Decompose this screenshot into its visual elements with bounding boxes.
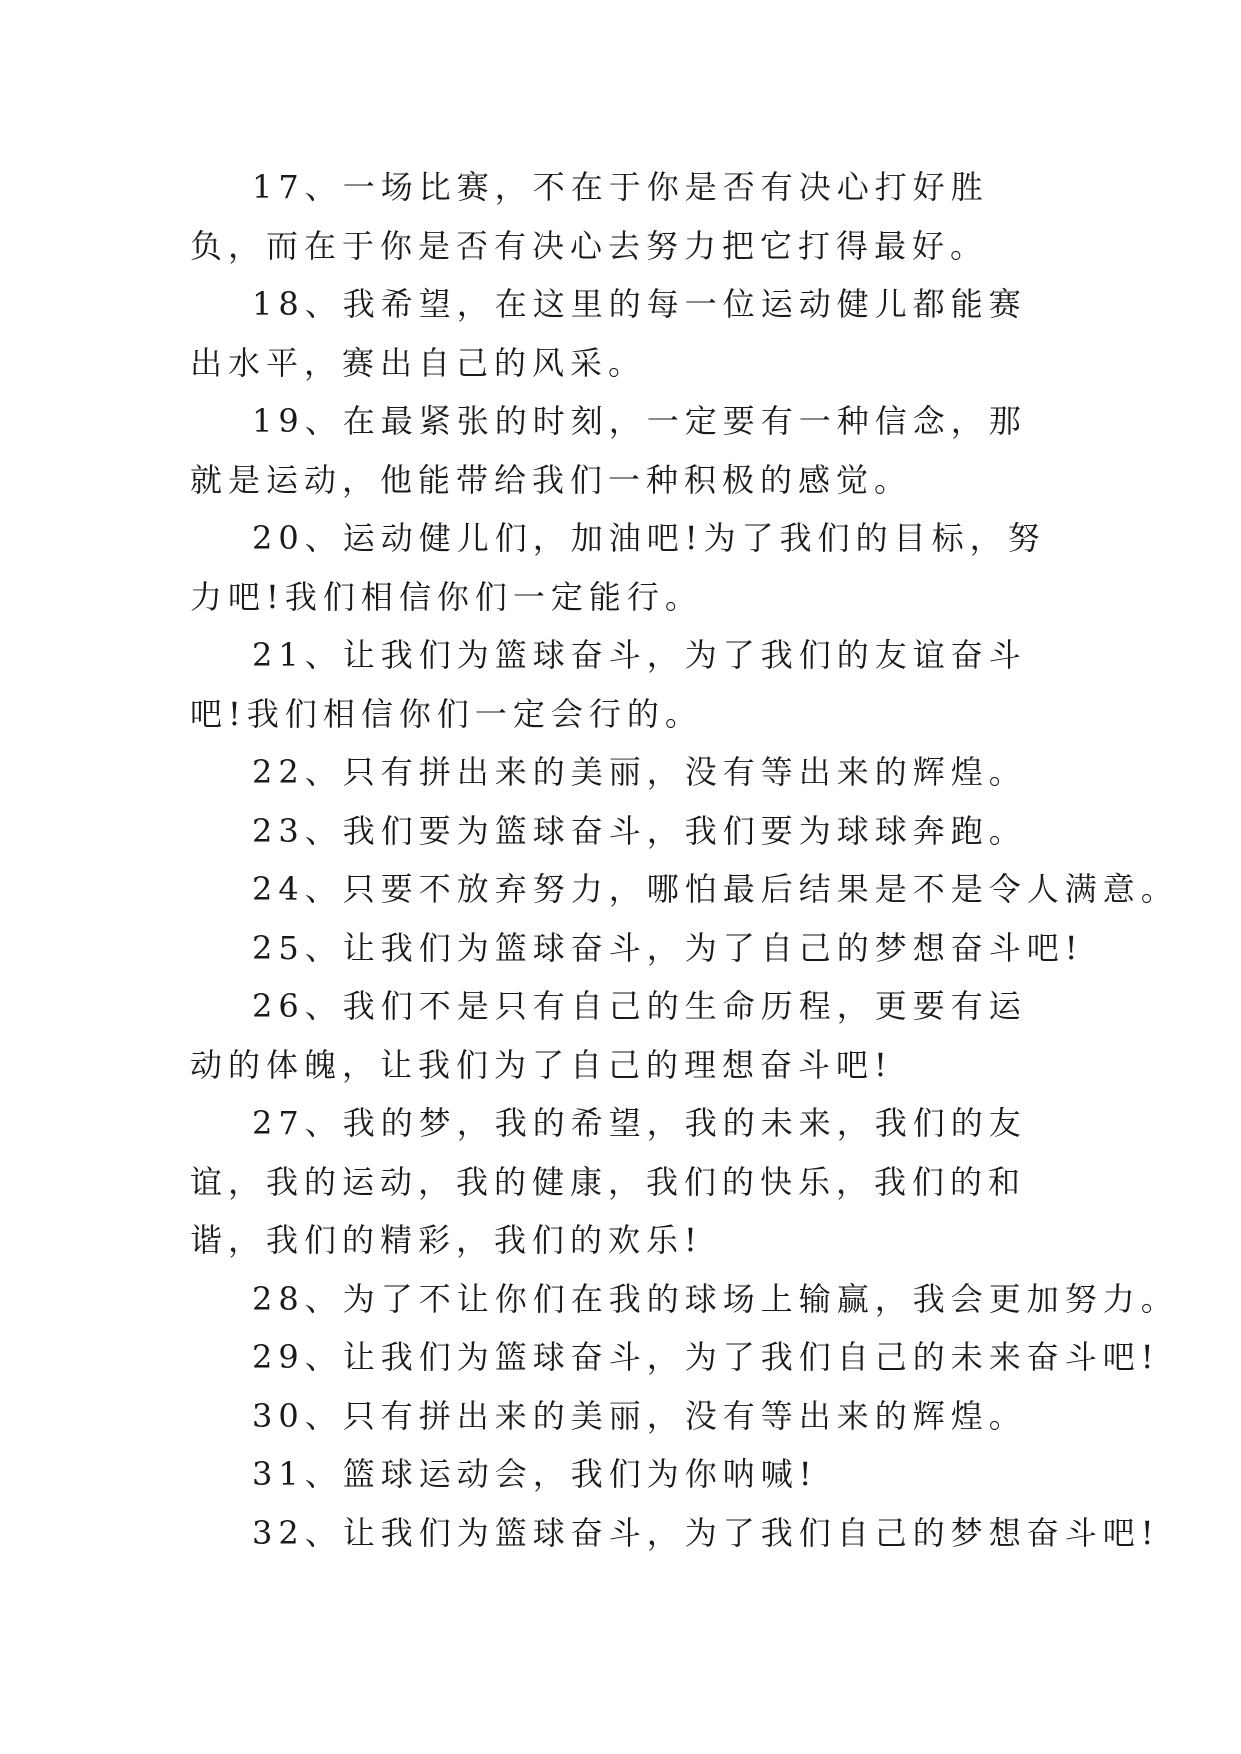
item-number: 22、 [252,753,343,791]
item-text: 让我们为篮球奋斗，为了我们的友谊奋斗吧!我们相信你们一定会行的。 [190,636,1027,733]
list-item [190,1504,1160,1563]
item-number: 17、 [252,168,343,206]
item-text: 为了不让你们在我的球场上输赢，我会更加努力。 [342,1279,1179,1318]
list-item [190,919,1084,978]
item-number: 20、 [252,519,343,557]
item-number: 21、 [252,636,343,674]
item-text: 只有拼出来的美丽，没有等出来的辉煌。 [342,753,1027,791]
document-body [190,158,1179,1562]
item-number: 28、 [252,1279,343,1318]
item-text: 篮球运动会，我们为你呐喊! [342,1455,818,1493]
list-item [190,275,1060,392]
item-number: 18、 [252,285,343,323]
list-item [190,509,1060,626]
item-text: 让我们为篮球奋斗，为了我们自己的梦想奋斗吧! [342,1513,1160,1552]
item-text: 我们要为篮球奋斗，我们要为球球奔跑。 [342,811,1027,850]
list-item [190,860,1179,919]
item-number: 31、 [252,1455,343,1493]
list-item [190,1387,1060,1446]
list-item [190,1445,1060,1504]
item-number: 27、 [252,1104,343,1142]
item-number: 25、 [252,928,343,967]
item-text: 只要不放弃努力，哪怕最后结果是不是令人满意。 [342,870,1179,908]
item-number: 32、 [252,1513,343,1552]
list-item [190,158,1060,275]
list-item [190,977,1060,1094]
item-text: 我们不是只有自己的生命历程，更要有运动的体魄，让我们为了自己的理想奋斗吧! [190,987,1027,1084]
list-item [190,1270,1179,1329]
item-text: 我希望，在这里的每一位运动健儿都能赛出水平，赛出自己的风采。 [190,285,1027,382]
item-number: 19、 [252,402,343,440]
item-text: 让我们为篮球奋斗，为了自己的梦想奋斗吧! [342,928,1084,967]
item-text: 我的梦，我的希望，我的未来，我们的友谊，我的运动，我的健康，我们的快乐，我们的和谐，我们的精彩，我们的欢乐! [190,1104,1027,1259]
item-text: 在最紧张的时刻，一定要有一种信念，那就是运动，他能带给我们一种积极的感觉。 [190,402,1027,499]
list-item [190,626,1060,743]
item-number: 24、 [252,870,343,908]
list-item [190,1328,1160,1387]
item-number: 29、 [252,1338,343,1376]
list-item [190,392,1060,509]
item-text: 让我们为篮球奋斗，为了我们自己的未来奋斗吧! [342,1338,1160,1376]
item-text: 一场比赛，不在于你是否有决心打好胜负，而在于你是否有决心去努力把它打得最好。 [190,168,989,265]
item-number: 30、 [252,1396,343,1435]
item-number: 26、 [252,987,343,1025]
list-item [190,802,1060,861]
item-text: 运动健儿们，加油吧!为了我们的目标，努力吧!我们相信你们一定能行。 [190,519,1046,616]
list-item [190,1094,1060,1270]
item-text: 只有拼出来的美丽，没有等出来的辉煌。 [342,1396,1027,1435]
list-item [190,743,1060,802]
item-number: 23、 [252,811,343,850]
